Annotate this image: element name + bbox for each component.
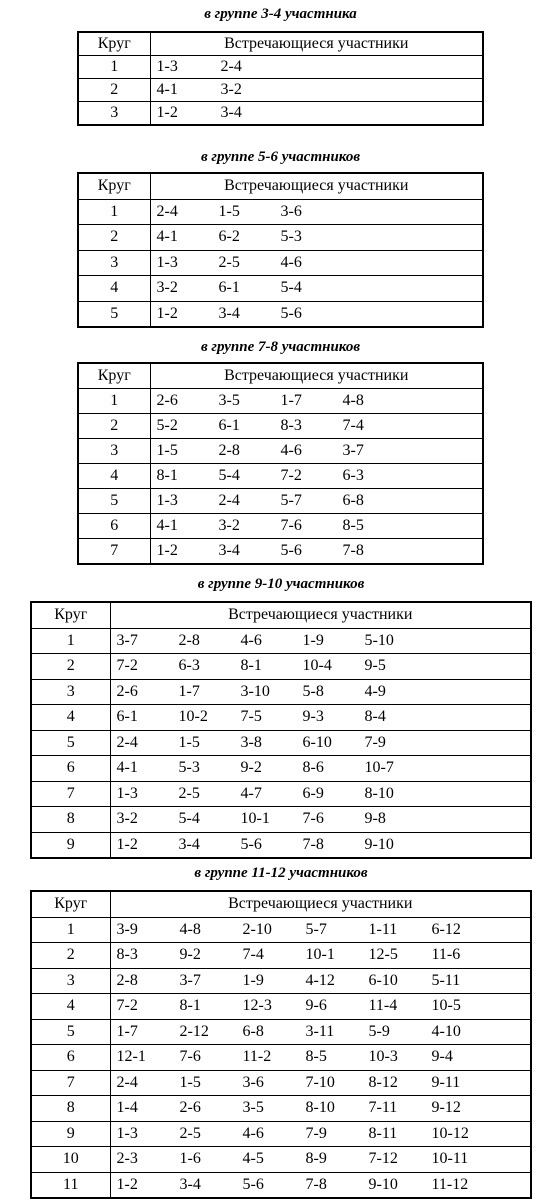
match-pair: 2-4: [220, 58, 242, 75]
match-pair: 8-12: [368, 1073, 398, 1091]
match-pair: 8-4: [364, 708, 386, 725]
match-pair: 7-9: [364, 733, 386, 751]
pairs-cell: [110, 705, 531, 731]
match-pair: 3-11: [305, 1022, 335, 1040]
match-pair: 9-12: [431, 1099, 461, 1116]
header-pairs: Встречающиеся участники: [110, 602, 531, 628]
match-pair: 3-2: [218, 517, 240, 534]
round-number: 2: [31, 943, 110, 969]
header-pairs: Встречающиеся участники: [150, 363, 483, 389]
match-pair: 1-9: [242, 971, 264, 989]
match-pair: 4-8: [342, 392, 364, 409]
match-pair: 10-3: [368, 1048, 398, 1065]
match-pair: 6-2: [218, 228, 240, 245]
pairs-cell: [110, 1045, 531, 1071]
match-pair: 1-3: [156, 492, 178, 509]
table-row: [31, 654, 531, 680]
round-number: 3: [78, 102, 150, 126]
pairs-cell: [110, 781, 531, 807]
match-pair: 10-1: [240, 810, 270, 827]
table-header-row: [31, 891, 531, 917]
match-pair: 8-1: [179, 997, 201, 1014]
pairs-cell: [150, 439, 483, 464]
match-pair: 8-3: [280, 417, 302, 434]
match-pair: 5-9: [368, 1022, 390, 1040]
table-row: [31, 994, 531, 1020]
match-pair: 8-10: [364, 784, 394, 802]
match-pair: 10-7: [364, 759, 394, 776]
match-pair: 5-4: [178, 810, 200, 827]
table-row: [78, 102, 483, 126]
match-pair: 1-7: [178, 682, 200, 700]
match-pair: 2-8: [218, 442, 240, 459]
match-pair: 5-4: [280, 279, 302, 296]
round-number: 9: [31, 832, 110, 858]
pairs-cell: [150, 514, 483, 539]
table-row: [31, 781, 531, 807]
match-pair: 1-3: [156, 253, 178, 271]
match-pair: 1-5: [179, 1073, 201, 1091]
round-number: 9: [31, 1121, 110, 1147]
table-row: [31, 628, 531, 654]
match-pair: 2-5: [218, 253, 240, 271]
round-number: 1: [31, 628, 110, 654]
match-pair: 3-6: [280, 202, 302, 220]
table-row: [31, 730, 531, 756]
pairs-cell: [150, 389, 483, 414]
match-pair: 6-1: [218, 279, 240, 296]
match-pair: 12-5: [368, 946, 398, 963]
match-pair: 12-3: [242, 997, 272, 1014]
table-row: [78, 199, 483, 225]
match-pair: 1-2: [116, 1175, 138, 1193]
match-pair: 5-4: [218, 467, 240, 484]
match-pair: 8-1: [240, 657, 262, 674]
pairs-cell: [150, 102, 483, 126]
match-pair: 7-2: [116, 657, 138, 674]
round-number: 3: [31, 679, 110, 705]
match-pair: 3-4: [218, 542, 240, 559]
match-pair: 3-8: [240, 733, 262, 751]
pairs-cell: [150, 539, 483, 565]
match-pair: 7-4: [342, 417, 364, 434]
match-pair: 6-10: [302, 733, 332, 751]
match-pair: 6-10: [368, 971, 398, 989]
match-pair: 4-1: [156, 228, 178, 245]
pairs-cell: [110, 1121, 531, 1147]
match-pair: 5-6: [280, 542, 302, 559]
match-pair: 5-2: [156, 417, 178, 434]
table-header-row: [31, 602, 531, 628]
pairs-cell: [110, 756, 531, 782]
match-pair: 3-2: [156, 279, 178, 296]
match-pair: 8-1: [156, 467, 178, 484]
pairs-cell: [110, 654, 531, 680]
match-pair: 3-4: [179, 1175, 201, 1193]
table-caption: в группе 11-12 участников: [194, 865, 368, 881]
match-pair: 6-1: [116, 708, 138, 725]
match-pair: 9-3: [302, 708, 324, 725]
match-pair: 6-9: [302, 784, 324, 802]
match-pair: 3-5: [218, 392, 240, 409]
pairs-cell: [110, 994, 531, 1020]
round-number: 1: [78, 56, 150, 79]
match-pair: 5-3: [178, 759, 200, 776]
pairs-cell: [150, 199, 483, 225]
match-pair: 4-6: [280, 442, 302, 459]
match-pair: 10-5: [431, 997, 461, 1014]
match-pair: 6-8: [342, 492, 364, 509]
table-row: [78, 464, 483, 489]
match-pair: 10-4: [302, 657, 332, 674]
match-pair: 9-5: [364, 657, 386, 674]
table-row: [31, 1096, 531, 1122]
match-pair: 5-8: [302, 682, 324, 700]
round-number: 1: [78, 389, 150, 414]
table-row: [31, 832, 531, 858]
match-pair: 6-12: [431, 920, 461, 938]
match-pair: 11-2: [242, 1048, 272, 1065]
header-pairs: Встречающиеся участники: [110, 891, 531, 917]
table-header-row: [78, 173, 483, 199]
match-pair: 8-9: [305, 1150, 327, 1167]
match-pair: 3-4: [178, 835, 200, 853]
round-number: 8: [31, 807, 110, 833]
match-pair: 7-11: [368, 1099, 398, 1116]
table-row: [31, 1019, 531, 1045]
table-row: [78, 539, 483, 565]
table-row: [31, 1121, 531, 1147]
pairs-cell: [110, 1147, 531, 1173]
match-pair: 8-5: [305, 1048, 327, 1065]
match-pair: 5-3: [280, 228, 302, 245]
table-caption: в группе 9-10 участников: [197, 576, 365, 592]
header-round: Круг: [78, 173, 150, 199]
round-number: 5: [78, 301, 150, 327]
round-robin-table: [30, 890, 532, 1199]
header-round: Круг: [31, 891, 110, 917]
table-row: [78, 79, 483, 102]
match-pair: 4-1: [156, 517, 178, 534]
round-number: 3: [78, 250, 150, 276]
table-row: [31, 705, 531, 731]
match-pair: 4-6: [240, 631, 262, 649]
match-pair: 7-8: [342, 542, 364, 559]
match-pair: 6-3: [342, 467, 364, 484]
match-pair: 11-6: [431, 946, 461, 963]
match-pair: 5-11: [431, 971, 461, 989]
round-number: 10: [31, 1147, 110, 1173]
match-pair: 2-6: [116, 682, 138, 700]
table-caption: в группе 3-4 участника: [204, 6, 357, 22]
round-robin-table: [77, 31, 484, 126]
match-pair: 5-10: [364, 631, 394, 649]
match-pair: 4-9: [364, 682, 386, 700]
pairs-cell: [150, 225, 483, 251]
match-pair: 7-5: [240, 708, 262, 725]
round-number: 1: [78, 199, 150, 225]
match-pair: 3-6: [242, 1073, 264, 1091]
match-pair: 1-2: [156, 542, 178, 559]
match-pair: 1-4: [116, 1099, 138, 1116]
round-number: 5: [31, 1019, 110, 1045]
match-pair: 8-10: [305, 1099, 335, 1116]
header-round: Круг: [78, 363, 150, 389]
match-pair: 6-1: [218, 417, 240, 434]
table-caption: в группе 5-6 участников: [200, 149, 361, 165]
match-pair: 5-6: [280, 304, 302, 322]
match-pair: 1-11: [368, 920, 398, 938]
table-row: [78, 56, 483, 79]
match-pair: 1-3: [156, 58, 178, 75]
match-pair: 3-7: [116, 631, 138, 649]
pairs-cell: [110, 917, 531, 943]
round-number: 2: [78, 414, 150, 439]
match-pair: 10-12: [431, 1124, 469, 1142]
match-pair: 2-5: [179, 1124, 201, 1142]
match-pair: 1-9: [302, 631, 324, 649]
match-pair: 7-9: [305, 1124, 327, 1142]
round-number: 4: [78, 276, 150, 302]
pairs-cell: [110, 1019, 531, 1045]
table-row: [78, 514, 483, 539]
round-number: 11: [31, 1172, 110, 1198]
match-pair: 4-8: [179, 920, 201, 938]
match-pair: 1-5: [178, 733, 200, 751]
match-pair: 7-6: [179, 1048, 201, 1065]
table-row: [78, 250, 483, 276]
match-pair: 2-12: [179, 1022, 209, 1040]
match-pair: 7-4: [242, 946, 264, 963]
round-robin-table: [30, 601, 532, 859]
header-round: Круг: [31, 602, 110, 628]
match-pair: 7-2: [280, 467, 302, 484]
round-number: 7: [78, 539, 150, 565]
match-pair: 7-2: [116, 997, 138, 1014]
match-pair: 6-8: [242, 1022, 264, 1040]
match-pair: 7-10: [305, 1073, 335, 1091]
match-pair: 9-6: [305, 997, 327, 1014]
match-pair: 9-2: [240, 759, 262, 776]
match-pair: 4-6: [242, 1124, 264, 1142]
match-pair: 3-7: [342, 442, 364, 459]
match-pair: 11-4: [368, 997, 398, 1014]
round-number: 6: [31, 1045, 110, 1071]
round-number: 2: [31, 654, 110, 680]
match-pair: 1-6: [179, 1150, 201, 1167]
match-pair: 1-5: [156, 442, 178, 459]
match-pair: 5-6: [240, 835, 262, 853]
match-pair: 4-1: [156, 81, 178, 98]
match-pair: 1-3: [116, 1124, 138, 1142]
match-pair: 9-4: [431, 1048, 453, 1065]
table-row: [31, 807, 531, 833]
pairs-cell: [150, 489, 483, 514]
match-pair: 1-7: [280, 392, 302, 409]
match-pair: 2-10: [242, 920, 272, 938]
table-row: [31, 917, 531, 943]
match-pair: 8-6: [302, 759, 324, 776]
round-number: 8: [31, 1096, 110, 1122]
round-robin-table: [77, 172, 484, 328]
match-pair: 8-3: [116, 946, 138, 963]
header-pairs: Встречающиеся участники: [150, 173, 483, 199]
match-pair: 3-9: [116, 920, 138, 938]
round-number: 6: [78, 514, 150, 539]
pairs-cell: [110, 832, 531, 858]
match-pair: 2-4: [218, 492, 240, 509]
match-pair: 9-11: [431, 1073, 461, 1091]
table-caption: в группе 7-8 участников: [200, 339, 361, 355]
round-number: 2: [78, 225, 150, 251]
match-pair: 4-5: [242, 1150, 264, 1167]
match-pair: 1-3: [116, 784, 138, 802]
match-pair: 7-6: [302, 810, 324, 827]
match-pair: 3-7: [179, 971, 201, 989]
round-number: 3: [31, 968, 110, 994]
table-header-row: [78, 32, 483, 56]
match-pair: 11-12: [431, 1175, 469, 1193]
table-row: [78, 389, 483, 414]
table-row: [78, 489, 483, 514]
match-pair: 2-4: [156, 202, 178, 220]
round-number: 7: [31, 1070, 110, 1096]
match-pair: 4-12: [305, 971, 335, 989]
match-pair: 9-10: [364, 835, 394, 853]
pairs-cell: [110, 943, 531, 969]
pairs-cell: [110, 1096, 531, 1122]
match-pair: 10-11: [431, 1150, 469, 1167]
match-pair: 4-1: [116, 759, 138, 776]
table-row: [31, 679, 531, 705]
table-row: [78, 439, 483, 464]
match-pair: 6-3: [178, 657, 200, 674]
round-number: 3: [78, 439, 150, 464]
match-pair: 9-8: [364, 810, 386, 827]
round-number: 4: [78, 464, 150, 489]
match-pair: 12-1: [116, 1048, 146, 1065]
table-row: [78, 276, 483, 302]
match-pair: 4-7: [240, 784, 262, 802]
table-header-row: [78, 363, 483, 389]
match-pair: 5-6: [242, 1175, 264, 1193]
match-pair: 1-2: [156, 304, 178, 322]
match-pair: 1-2: [156, 104, 178, 121]
pairs-cell: [150, 79, 483, 102]
match-pair: 10-1: [305, 946, 335, 963]
round-robin-table: [77, 362, 484, 565]
round-number: 4: [31, 705, 110, 731]
match-pair: 1-2: [116, 835, 138, 853]
match-pair: 2-5: [178, 784, 200, 802]
pairs-cell: [110, 968, 531, 994]
round-number: 2: [78, 79, 150, 102]
match-pair: 7-8: [305, 1175, 327, 1193]
pairs-cell: [110, 1070, 531, 1096]
match-pair: 3-2: [116, 810, 138, 827]
table-row: [78, 301, 483, 327]
match-pair: 7-6: [280, 517, 302, 534]
table-row: [31, 1147, 531, 1173]
match-pair: 2-6: [179, 1099, 201, 1116]
table-row: [31, 756, 531, 782]
match-pair: 9-2: [179, 946, 201, 963]
pairs-cell: [150, 414, 483, 439]
match-pair: 2-8: [116, 971, 138, 989]
table-row: [31, 943, 531, 969]
pairs-cell: [110, 807, 531, 833]
pairs-cell: [110, 730, 531, 756]
pairs-cell: [150, 250, 483, 276]
match-pair: 2-4: [116, 733, 138, 751]
pairs-cell: [110, 1172, 531, 1198]
header-pairs: Встречающиеся участники: [150, 32, 483, 56]
match-pair: 2-4: [116, 1073, 138, 1091]
match-pair: 3-5: [242, 1099, 264, 1116]
table-row: [31, 1172, 531, 1198]
match-pair: 1-7: [116, 1022, 138, 1040]
match-pair: 5-7: [280, 492, 302, 509]
match-pair: 2-6: [156, 392, 178, 409]
table-row: [31, 1070, 531, 1096]
match-pair: 4-6: [280, 253, 302, 271]
table-row: [78, 414, 483, 439]
round-number: 4: [31, 994, 110, 1020]
pairs-cell: [150, 276, 483, 302]
round-number: 5: [78, 489, 150, 514]
table-row: [31, 1045, 531, 1071]
match-pair: 1-5: [218, 202, 240, 220]
round-number: 6: [31, 756, 110, 782]
header-round: Круг: [78, 32, 150, 56]
match-pair: 7-8: [302, 835, 324, 853]
match-pair: 2-3: [116, 1150, 138, 1167]
round-number: 5: [31, 730, 110, 756]
pairs-cell: [150, 464, 483, 489]
match-pair: 7-12: [368, 1150, 398, 1167]
match-pair: 5-7: [305, 920, 327, 938]
match-pair: 3-10: [240, 682, 270, 700]
pairs-cell: [110, 628, 531, 654]
table-row: [31, 968, 531, 994]
match-pair: 4-10: [431, 1022, 461, 1040]
match-pair: 3-4: [220, 104, 242, 121]
match-pair: 8-5: [342, 517, 364, 534]
pairs-cell: [150, 301, 483, 327]
match-pair: 10-2: [178, 708, 208, 725]
match-pair: 8-11: [368, 1124, 398, 1142]
pairs-cell: [150, 56, 483, 79]
round-number: 7: [31, 781, 110, 807]
pairs-cell: [110, 679, 531, 705]
match-pair: 2-8: [178, 631, 200, 649]
round-number: 1: [31, 917, 110, 943]
match-pair: 3-2: [220, 81, 242, 98]
table-row: [78, 225, 483, 251]
match-pair: 3-4: [218, 304, 240, 322]
match-pair: 9-10: [368, 1175, 398, 1193]
